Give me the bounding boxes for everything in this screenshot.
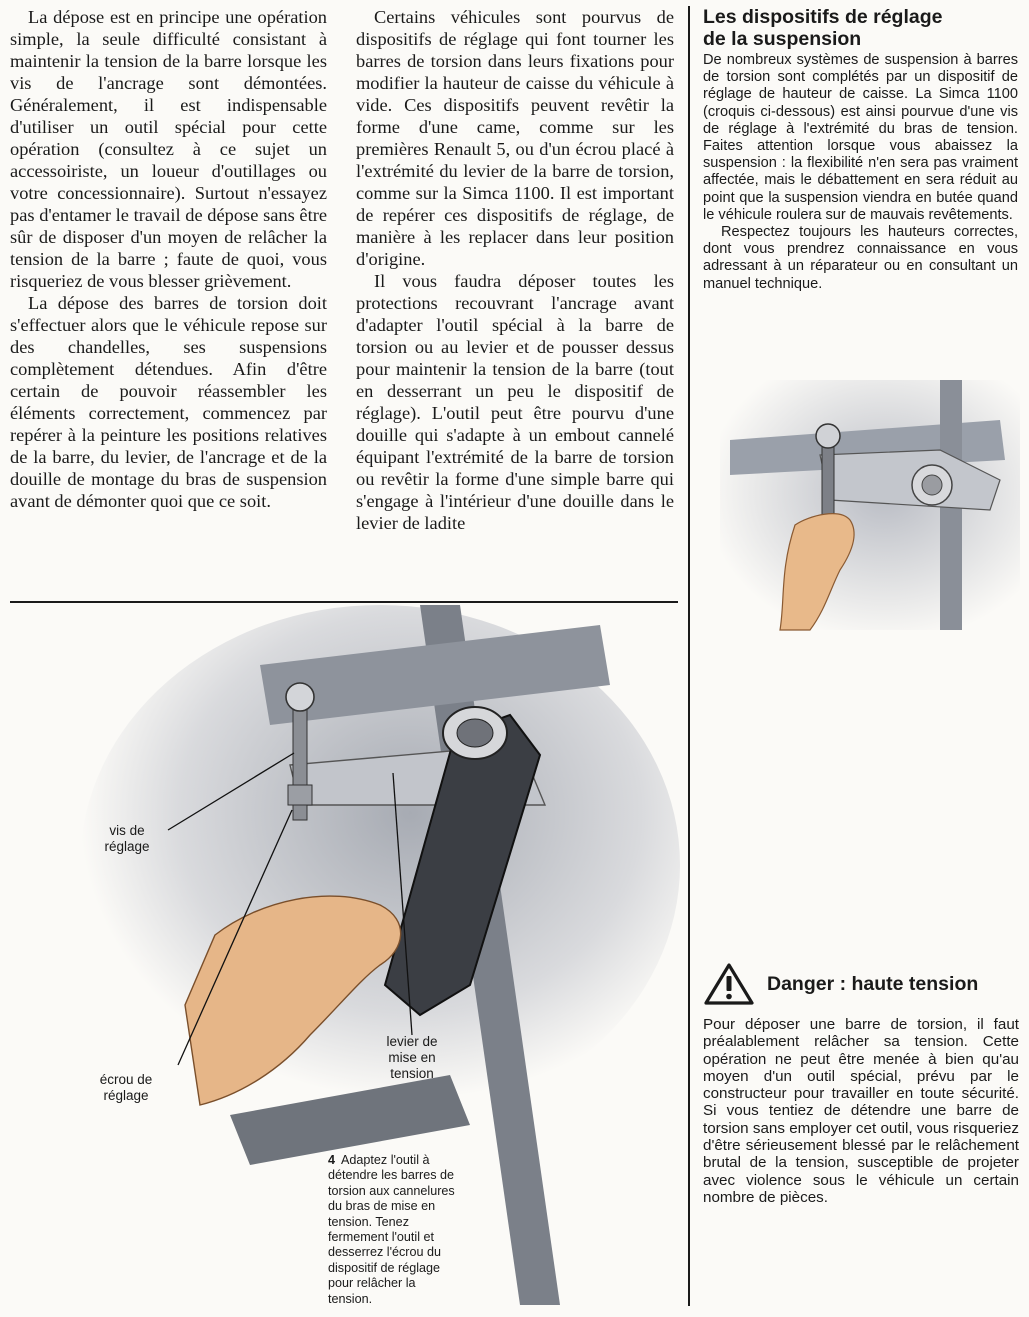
screw-head <box>286 683 314 711</box>
text-column-1 <box>10 6 327 512</box>
danger-text: Pour déposer une barre de torsion, il faut préalablement relâcher sa tension. Cette opération ne peut être menée à bien qu'au moyen d'un outil spécial, prévu par le constructeur pour travailler en toute sécurité. Si vous tentiez de détendre une barre de torsion sans employer cet outil, vous risqueriez d'être sérieusement blessé par le relâchement brutal de la tension, susceptible de projeter avec violence sous le véhicule un certain nombre de pièces. <box>703 1016 1019 1206</box>
label-line: écrou de <box>99 1072 153 1087</box>
danger-header <box>703 962 1019 1006</box>
caption-text: Adaptez l'outil à détendre les barres de torsion aux cannelures du bras de mise en tension. Tenez fermement l'outil et desserrez l'écrou du dispositif de réglage pour relâcher la tension. <box>328 1153 455 1306</box>
label-ecrou-de-reglage <box>92 1072 160 1104</box>
label-line: vis de <box>109 823 145 838</box>
warning-icon <box>703 962 755 1006</box>
splined-socket <box>457 719 493 747</box>
label-line: réglage <box>104 839 150 854</box>
text-column-2 <box>356 6 674 534</box>
paragraph: Certains véhicules sont pourvus de dispositifs de réglage qui font tourner les barres de torsion dans leurs fixations pour modifier la hauteur de caisse du véhicule à vide. Ces dispositifs peuvent revêtir la forme d'une came, comme sur les premières Renault 5, ou d'un écrou placé à l'extrémité du levier de la barre de torsion, comme sur la Simca 1100. Il est important de repérer ces dispositifs de réglage, de manière à les replacer dans leur position d'origine. <box>356 7 674 269</box>
lever-bush-center <box>922 475 942 495</box>
label-levier-de-mise-en-tension <box>378 1034 446 1082</box>
column-divider <box>688 6 690 1306</box>
paragraph: La dépose est en principe une opération simple, la seule difficulté consistant à maintenir la tension de la barre lorsque les vis de l'ancrage sont démontées. Généralement, il est indispensable d'utiliser un outil spécial pour cette opération (consultez à ce sujet un accessoiriste, un loueur d'outillages ou votre concessionnaire). Surtout n'essayez pas d'entamer le travail de dépose sans être sûr de disposer d'un moyen de relâcher la tension de la barre ; faute de quoi, vous risqueriez de vous blesser grièvement. <box>10 7 327 291</box>
sidebar-title-line-1: Les dispositifs de réglage <box>703 6 943 28</box>
label-line: réglage <box>103 1088 149 1103</box>
adjusting-nut <box>288 785 312 805</box>
figure-number: 4 <box>328 1153 336 1167</box>
label-vis-de-reglage <box>96 823 158 855</box>
sidebar-title <box>703 6 1018 50</box>
screw-head <box>816 424 840 448</box>
danger-box <box>703 962 1019 1206</box>
label-line: mise en <box>388 1050 436 1065</box>
paragraph: Il vous faudra déposer toutes les protections recouvrant l'ancrage avant d'adapter l'outil spécial à la barre de torsion ou au levier et de pousser dessus pour maintenir la tension de la barre (tout en desserrant un peu le dispositif de réglage). L'outil peut être pourvu d'une douille qui s'adapte à un embout cannelé équipant l'extrémité de la barre de torsion ou revêtir la forme d'une simple barre qui s'engage à l'intérieur d'une douille dans le levier de ladite <box>356 271 674 533</box>
danger-title: Danger : haute tension <box>767 972 979 995</box>
paragraph: De nombreux systèmes de suspension à barres de torsion sont complétés par un dispositif de réglage de hauteur de caisse. La Simca 1100 (croquis ci-dessous) est ainsi pourvue d'une vis de réglage à l'extrémité du bras de tension. Faites attention lorsque vous abaissez la suspension : la flexibilité n'en sera pas vraiment affectée, mais le débattement en sera réduit au point que la suspension viendra en butée quand le véhicule roulera sur de mauvais revêtements. <box>703 52 1018 223</box>
label-line: tension <box>390 1066 434 1081</box>
paragraph: La dépose des barres de torsion doit s'effectuer alors que le véhicule repose sur des chandelles, ses suspensions complètement détendues. Afin d'être certain de pouvoir réassembler les éléments correctement, commencez par repérer à la peinture les positions relatives de la barre, du levier, de l'ancrage et de la douille de montage du bras de suspension avant de démonter quoi que ce soit. <box>10 293 327 511</box>
sidebar-title-line-2: de la suspension <box>703 28 862 50</box>
paragraph: Respectez toujours les hauteurs correctes, dont vous prendrez connaissance en vous adressant à un réparateur ou en consultant un manuel technique. <box>703 224 1018 292</box>
label-line: levier de <box>386 1034 438 1049</box>
sidebar-body <box>703 52 1018 293</box>
figure-caption <box>328 1153 463 1307</box>
adjuster-illustration <box>700 380 1020 680</box>
section-divider <box>10 601 678 603</box>
sidebar-box <box>703 6 1018 293</box>
